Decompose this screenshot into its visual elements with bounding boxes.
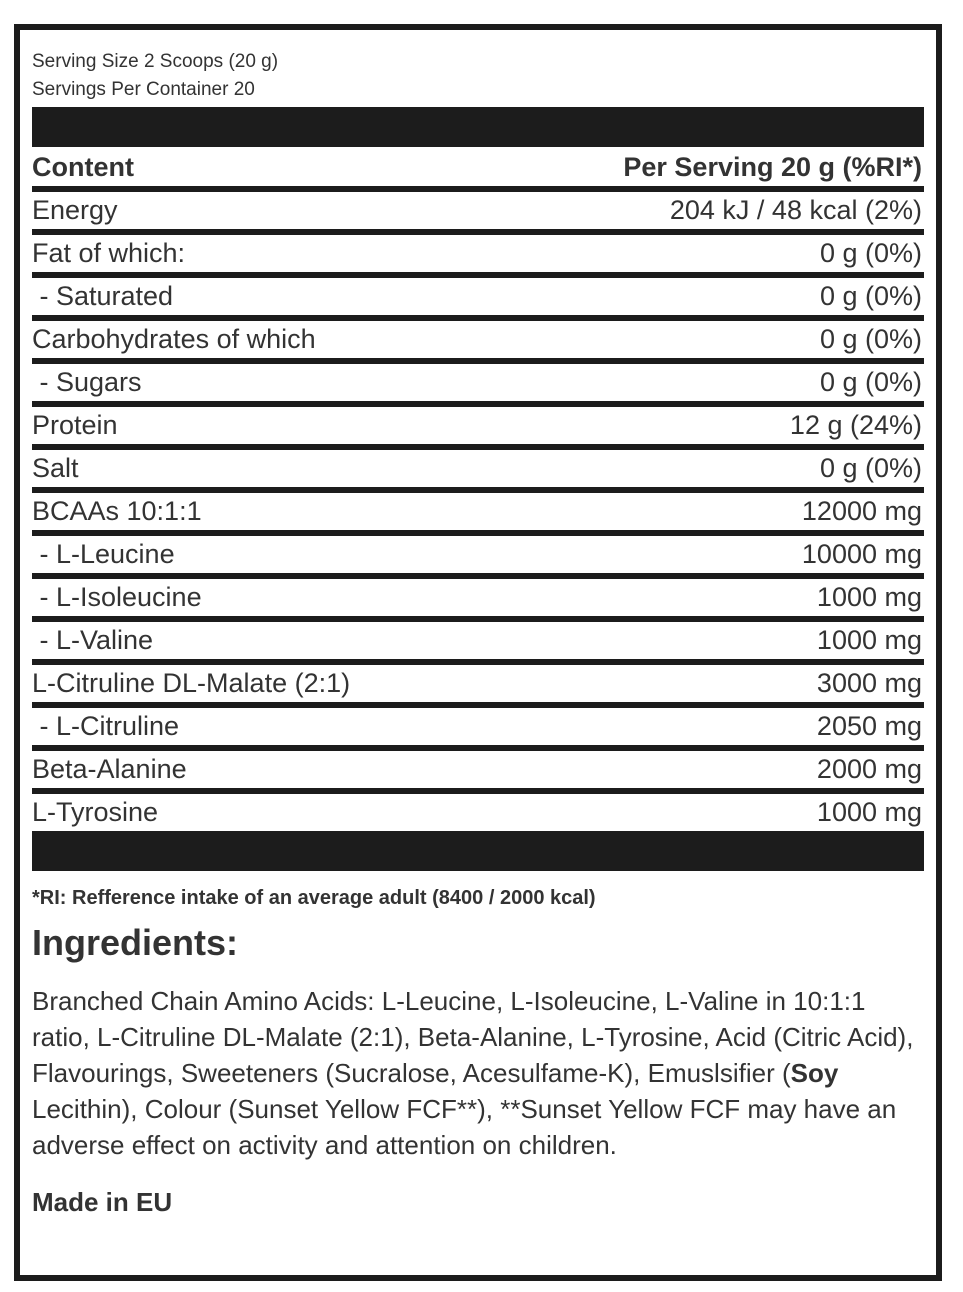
table-row bbox=[32, 794, 924, 831]
row-value: 204 kJ / 48 kcal (2%) bbox=[669, 195, 922, 225]
table-row bbox=[32, 579, 924, 622]
row-value: 0 g (0%) bbox=[819, 281, 922, 311]
table-row bbox=[32, 622, 924, 665]
row-value: 3000 mg bbox=[816, 668, 922, 698]
row-value: 2050 mg bbox=[816, 711, 922, 741]
table-row bbox=[32, 450, 924, 493]
table-row bbox=[32, 407, 924, 450]
table-row bbox=[32, 536, 924, 579]
ingredients-text-part-1: Branched Chain Amino Acids: L-Leucine, L-Isoleucine, L-Valine in 10:1:1 ratio, L-Citruline DL-Malate (2:1), Beta-Alanine, L-Tyrosine, Acid (Citric Acid), Flavourings, Sweeteners (Sucralose, Acesulfame-K), Emuslsifier ( bbox=[32, 986, 914, 1088]
nutrition-table bbox=[32, 149, 924, 831]
header-content: Content bbox=[32, 152, 134, 182]
table-row bbox=[32, 493, 924, 536]
ingredients-text bbox=[32, 983, 924, 1163]
top-divider-bar bbox=[32, 107, 924, 147]
table-row bbox=[32, 278, 924, 321]
table-row bbox=[32, 708, 924, 751]
servings-per-container: Servings Per Container 20 bbox=[32, 79, 255, 100]
serving-size: Serving Size 2 Scoops (20 g) bbox=[32, 51, 279, 72]
table-row bbox=[32, 321, 924, 364]
table-row bbox=[32, 235, 924, 278]
ingredients-title: Ingredients: bbox=[32, 922, 239, 963]
row-name: Energy bbox=[32, 195, 118, 225]
row-name: - L-Isoleucine bbox=[32, 582, 202, 612]
made-in-label: Made in EU bbox=[32, 1187, 173, 1217]
header-per-serving: Per Serving 20 g (%RI*) bbox=[623, 152, 922, 182]
row-name: Protein bbox=[32, 410, 118, 440]
row-name: BCAAs 10:1:1 bbox=[32, 496, 202, 526]
table-row bbox=[32, 192, 924, 235]
row-name: Fat of which: bbox=[32, 238, 186, 268]
label-content bbox=[32, 30, 924, 1218]
row-name: Beta-Alanine bbox=[32, 754, 187, 784]
row-value: 1000 mg bbox=[816, 625, 922, 655]
row-name: - L-Valine bbox=[32, 625, 154, 655]
nutrition-label bbox=[14, 24, 942, 1281]
row-name: L-Citruline DL-Malate (2:1) bbox=[32, 668, 351, 698]
row-name: Salt bbox=[32, 453, 79, 483]
row-value: 10000 mg bbox=[801, 539, 922, 569]
row-value: 0 g (0%) bbox=[819, 324, 922, 354]
row-name: - L-Leucine bbox=[32, 539, 175, 569]
serving-info bbox=[32, 48, 924, 104]
row-value: 12 g (24%) bbox=[789, 410, 922, 440]
ingredients-text-part-2: Lecithin), Colour (Sunset Yellow FCF**), **Sunset Yellow FCF may have an adverse effect on activity and attention on children. bbox=[32, 1094, 897, 1160]
row-name: - L-Citruline bbox=[32, 711, 180, 741]
bottom-divider-bar bbox=[32, 831, 924, 871]
row-name: - Sugars bbox=[32, 367, 142, 397]
table-header-row bbox=[32, 149, 924, 192]
ri-footnote: *RI: Refference intake of an average adult (8400 / 2000 kcal) bbox=[32, 887, 596, 909]
row-value: 2000 mg bbox=[816, 754, 922, 784]
row-value: 12000 mg bbox=[801, 496, 922, 526]
allergen-soy: Soy bbox=[790, 1058, 839, 1088]
row-value: 1000 mg bbox=[816, 797, 922, 827]
row-name: Carbohydrates of which bbox=[32, 324, 316, 354]
row-value: 0 g (0%) bbox=[819, 367, 922, 397]
row-name: L-Tyrosine bbox=[32, 797, 159, 827]
row-value: 0 g (0%) bbox=[819, 238, 922, 268]
table-row bbox=[32, 364, 924, 407]
row-value: 1000 mg bbox=[816, 582, 922, 612]
row-value: 0 g (0%) bbox=[819, 453, 922, 483]
row-name: - Saturated bbox=[32, 281, 174, 311]
table-row bbox=[32, 751, 924, 794]
table-row bbox=[32, 665, 924, 708]
